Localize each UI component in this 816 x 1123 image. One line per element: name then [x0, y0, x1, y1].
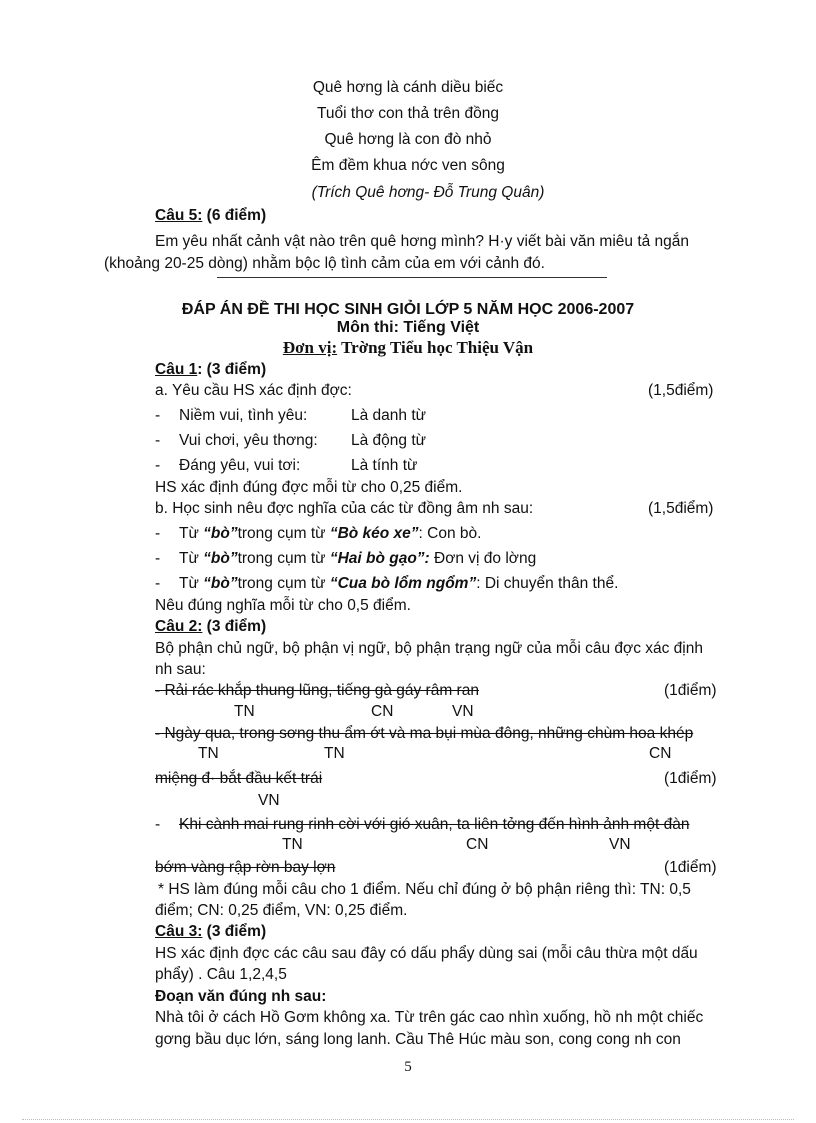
s1-cn-label: CN	[371, 703, 394, 720]
cau2-sentence-3-line-1: Khi cành mai rung rinh cời với gió xuân, ta liên tởng đến hình ảnh một đàn	[179, 816, 690, 833]
cau2-heading	[155, 617, 266, 637]
page-number: 5	[404, 1059, 412, 1075]
b-row-mid: trong cụm từ	[237, 550, 330, 567]
cau2-sentence-1: - Rải rác khắp thung lũng, tiếng gà gáy râm ran	[155, 682, 479, 699]
cau1-b-row-2	[179, 549, 536, 569]
b-row-post: : Di chuyển thân thể.	[476, 575, 619, 592]
cau1-a-points: (1,5điểm)	[648, 382, 714, 399]
cau1-row-2-left: Vui chơi, yêu thơng:	[179, 432, 318, 449]
cau3-text-line-2: phẩy) . Câu 1,2,4,5	[155, 966, 287, 983]
poem-line-1: Quê hơng là cánh diều biếc	[312, 79, 504, 96]
b-row-phrase: “Bò kéo xe”	[329, 525, 419, 542]
bullet: -	[155, 457, 161, 474]
b-row-mid: trong cụm từ	[237, 525, 330, 542]
s1-vn-label: VN	[452, 703, 474, 720]
poem-source: (Trích Quê hơng- Đỗ Trung Quân)	[311, 184, 545, 201]
cau2-points: (3 điểm)	[202, 618, 267, 635]
bullet: -	[155, 525, 161, 542]
cau1-heading	[155, 360, 266, 380]
cau2-sentence-2-line-2: miệng đ· bắt đầu kết trái	[155, 770, 323, 787]
cau1-b-row-3	[179, 574, 618, 594]
cau1-row-3-right: Là tính từ	[351, 457, 418, 474]
cau1-hs-note: HS xác định đúng đợc mỗi từ cho 0,25 điểm.	[155, 479, 463, 496]
cau5-label: Câu 5:	[155, 207, 203, 224]
page-bottom-border	[22, 1119, 794, 1120]
s2-tn2-label: TN	[324, 745, 345, 762]
b-row-pre: Từ	[179, 525, 204, 542]
s3-tn-label: TN	[282, 836, 303, 853]
bullet: -	[155, 816, 161, 833]
b-row-word: “bò”	[203, 575, 238, 592]
b-row-post: : Con bò.	[418, 525, 482, 542]
cau3-points: (3 điểm)	[202, 923, 267, 940]
cau2-note-line-1: * HS làm đúng mỗi câu cho 1 điểm. Nếu chỉ đúng ở bộ phận riêng thì: TN: 0,5	[158, 881, 691, 898]
cau3-paragraph-heading: Đoạn văn đúng nh sau:	[155, 988, 327, 1005]
b-row-word: “bò”	[203, 550, 238, 567]
cau5-points: (6 điểm)	[202, 207, 267, 224]
b-row-mid: trong cụm từ	[237, 575, 330, 592]
cau5-heading	[155, 206, 266, 226]
cau1-row-1-right: Là danh từ	[351, 407, 427, 424]
cau2-intro-line-1: Bộ phận chủ ngữ, bộ phận vị ngữ, bộ phận trạng ngữ của mỗi câu đợc xác định	[155, 640, 703, 657]
s2-vn-label: VN	[258, 792, 280, 809]
cau1-row-2-right: Là động từ	[351, 432, 427, 449]
cau1-a-text: a. Yêu cầu HS xác định đợc:	[155, 382, 352, 399]
poem-line-2: Tuổi thơ con thả trên đồng	[317, 105, 499, 122]
b-row-word: “bò”	[203, 525, 238, 542]
cau2-s3-points: (1điểm)	[664, 859, 717, 876]
s2-tn1-label: TN	[198, 745, 219, 762]
b-row-post: Đơn vị đo lờng	[429, 550, 537, 567]
cau1-row-3-left: Đáng yêu, vui tơi:	[179, 457, 301, 474]
cau5-text-line-1: Em yêu nhất cảnh vật nào trên quê hơng mình? H·y viết bài văn miêu tả ngắn	[155, 233, 690, 250]
cau1-b-text: b. Học sinh nêu đợc nghĩa của các từ đồng âm nh sau:	[155, 500, 534, 517]
s2-cn-label: CN	[649, 745, 672, 762]
answer-title: ĐÁP ÁN ĐỀ THI HỌC SINH GIỎI LỚP 5 NĂM HỌC 2006-2007	[181, 301, 635, 318]
cau1-points: : (3 điểm)	[197, 361, 267, 378]
cau1-b-points: (1,5điểm)	[648, 500, 714, 517]
bullet: -	[155, 407, 161, 424]
poem-line-3: Quê hơng là con đò nhỏ	[324, 131, 492, 148]
cau1-row-1-left: Niềm vui, tình yêu:	[179, 407, 308, 424]
cau2-sentence-2-line-1: - Ngày qua, trong sơng thu ẩm ớt và ma bụi mùa đông, những chùm hoa khép	[155, 725, 694, 742]
cau2-label: Câu 2:	[155, 618, 203, 635]
cau3-text-line-1: HS xác định đợc các câu sau đây có dấu phẩy dùng sai (mỗi câu thừa một dấu	[155, 945, 698, 962]
divider	[217, 277, 607, 278]
bullet: -	[155, 575, 161, 592]
cau1-note: Nêu đúng nghĩa mỗi từ cho 0,5 điểm.	[155, 597, 411, 614]
cau3-paragraph-line-1: Nhà tôi ở cách Hồ Gơm không xa. Từ trên gác cao nhìn xuống, hồ nh một chiếc	[155, 1009, 704, 1026]
b-row-phrase: “Cua bò lổm ngổm”	[329, 575, 477, 592]
cau1-label: Câu 1	[155, 361, 198, 378]
b-row-pre: Từ	[179, 550, 204, 567]
s3-vn-label: VN	[609, 836, 631, 853]
cau1-b-row-1	[179, 524, 481, 544]
b-row-pre: Từ	[179, 575, 204, 592]
cau2-sentence-3-line-2: bớm vàng rập rờn bay lợn	[155, 859, 336, 876]
unit-value: Trờng Tiểu học Thiệu Vận	[337, 338, 534, 357]
cau2-s2-points: (1điểm)	[664, 770, 717, 787]
cau2-s1-points: (1điểm)	[664, 682, 717, 699]
s1-tn-label: TN	[234, 703, 255, 720]
cau2-note-line-2: điểm; CN: 0,25 điểm, VN: 0,25 điểm.	[155, 902, 408, 919]
answer-subject: Môn thi: Tiếng Việt	[336, 319, 480, 336]
poem-line-4: Êm đềm khua nớc ven sông	[311, 157, 505, 174]
answer-unit	[0, 338, 816, 358]
bullet: -	[155, 550, 161, 567]
unit-label: Đơn vị:	[282, 338, 338, 357]
s3-cn-label: CN	[466, 836, 489, 853]
cau5-text-line-2: (khoảng 20-25 dòng) nhằm bộc lộ tình cảm của em với cảnh đó.	[104, 255, 545, 272]
bullet: -	[155, 432, 161, 449]
cau2-intro-line-2: nh sau:	[155, 661, 206, 678]
b-row-phrase: “Hai bò gạo”:	[329, 550, 430, 567]
cau3-paragraph-line-2: gơng bầu dục lớn, sáng long lanh. Cầu Thê Húc màu son, cong cong nh con	[155, 1031, 681, 1048]
cau3-heading	[155, 922, 266, 942]
cau3-label: Câu 3:	[155, 923, 203, 940]
